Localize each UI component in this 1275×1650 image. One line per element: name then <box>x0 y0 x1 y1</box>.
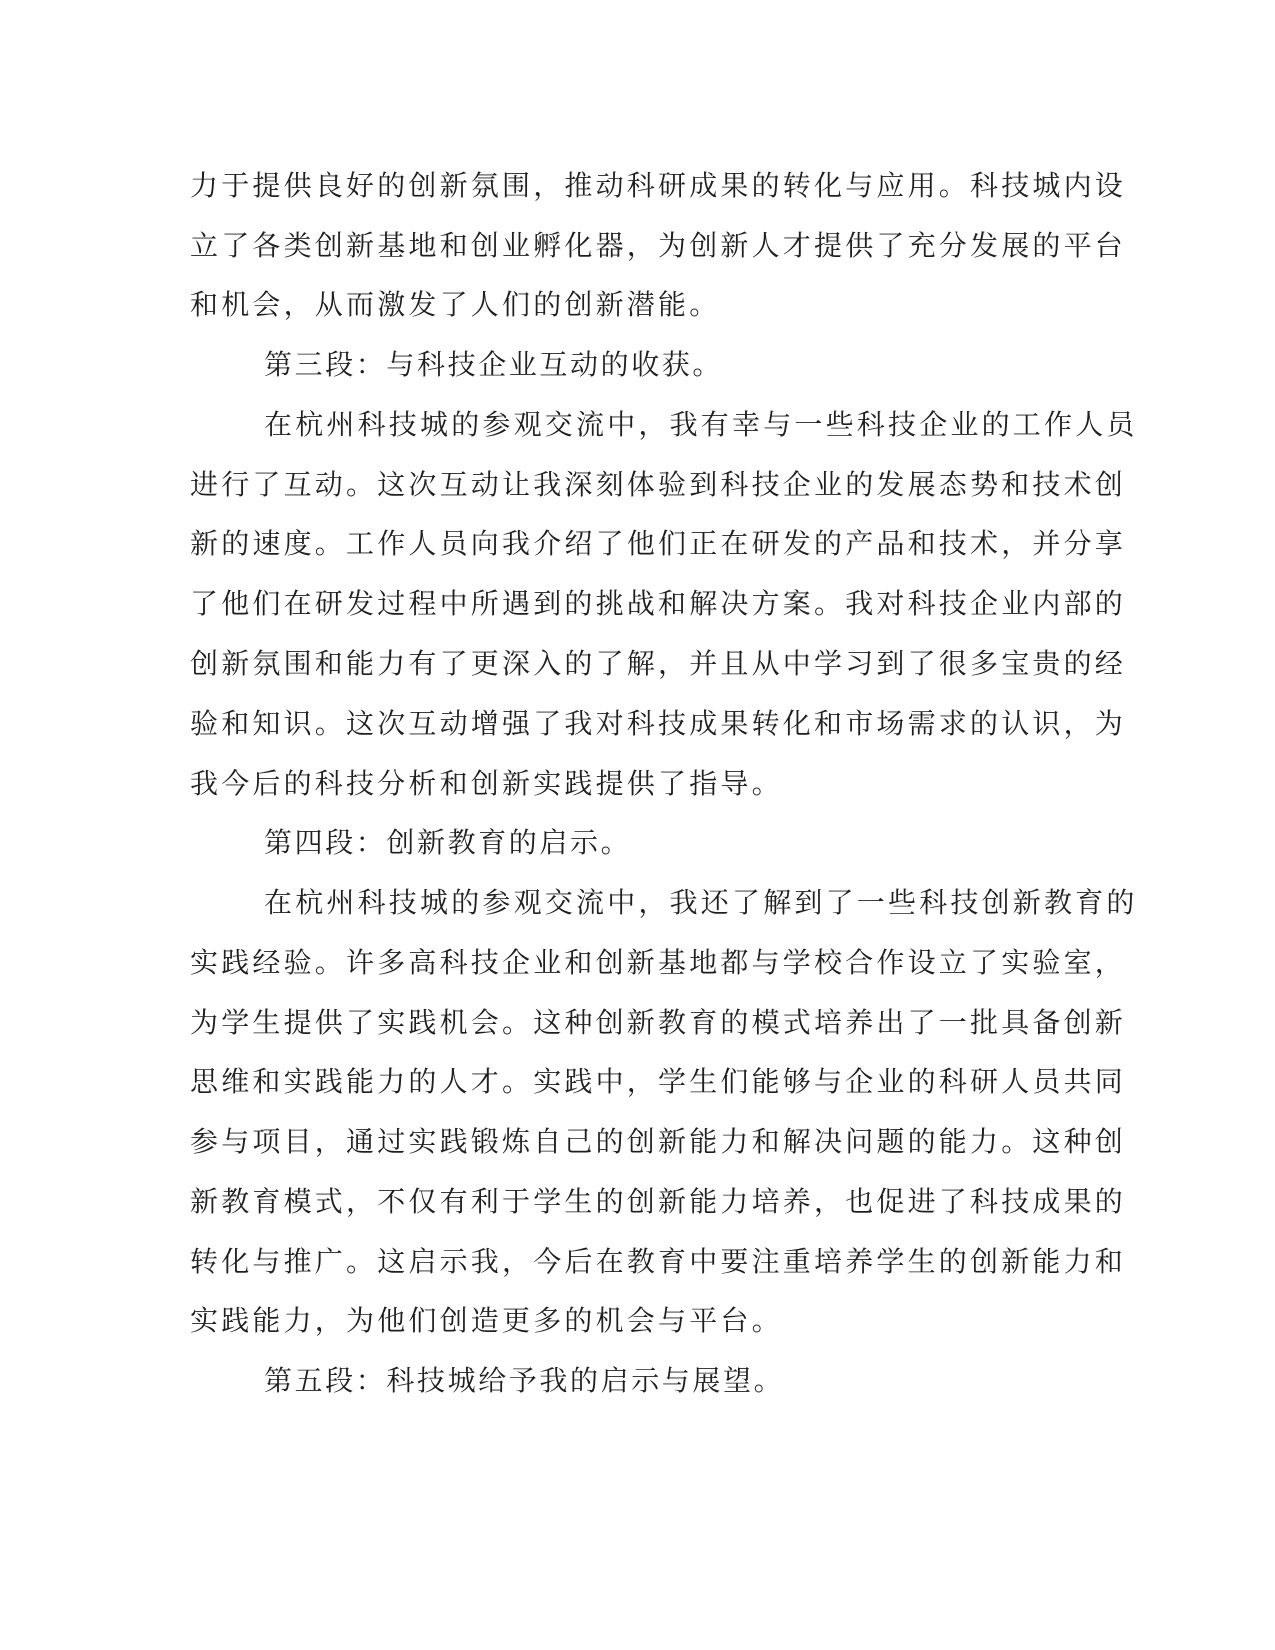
text-line: 了他们在研发过程中所遇到的挑战和解决方案。我对科技企业内部的 <box>190 587 1127 620</box>
text-line: 进行了互动。这次互动让我深刻体验到科技企业的发展态势和技术创 <box>190 468 1127 501</box>
text-line: 验和知识。这次互动增强了我对科技成果转化和市场需求的认识，为 <box>190 707 1127 740</box>
text-line: 在杭州科技城的参观交流中，我有幸与一些科技企业的工作人员 <box>264 408 1138 441</box>
text-line: 转化与推广。这启示我，今后在教育中要注重培养学生的创新能力和 <box>190 1245 1127 1278</box>
text-line: 和机会，从而激发了人们的创新潜能。 <box>190 288 721 321</box>
section-heading: 第四段：创新教育的启示。 <box>264 826 632 859</box>
text-line: 新的速度。工作人员向我介绍了他们正在研发的产品和技术，并分享 <box>190 527 1127 560</box>
text-line: 实践能力，为他们创造更多的机会与平台。 <box>190 1304 783 1337</box>
text-line: 实践经验。许多高科技企业和创新基地都与学校合作设立了实验室， <box>190 946 1127 979</box>
text-line: 思维和实践能力的人才。实践中，学生们能够与企业的科研人员共同 <box>190 1065 1127 1098</box>
text-line: 参与项目，通过实践锻炼自己的创新能力和解决问题的能力。这种创 <box>190 1125 1127 1158</box>
section-heading: 第五段：科技城给予我的启示与展望。 <box>264 1364 785 1397</box>
text-line: 立了各类创新基地和创业孵化器，为创新人才提供了充分发展的平台 <box>190 229 1127 262</box>
text-line: 在杭州科技城的参观交流中，我还了解到了一些科技创新教育的 <box>264 886 1138 919</box>
text-line: 我今后的科技分析和创新实践提供了指导。 <box>190 767 783 800</box>
text-line: 创新氛围和能力有了更深入的了解，并且从中学习到了很多宝贵的经 <box>190 647 1127 680</box>
section-heading: 第三段：与科技企业互动的收获。 <box>264 348 724 381</box>
text-line: 为学生提供了实践机会。这种创新教育的模式培养出了一批具备创新 <box>190 1006 1127 1039</box>
text-line: 新教育模式，不仅有利于学生的创新能力培养，也促进了科技成果的 <box>190 1185 1127 1218</box>
text-line: 力于提供良好的创新氛围，推动科研成果的转化与应用。科技城内设 <box>190 169 1127 202</box>
